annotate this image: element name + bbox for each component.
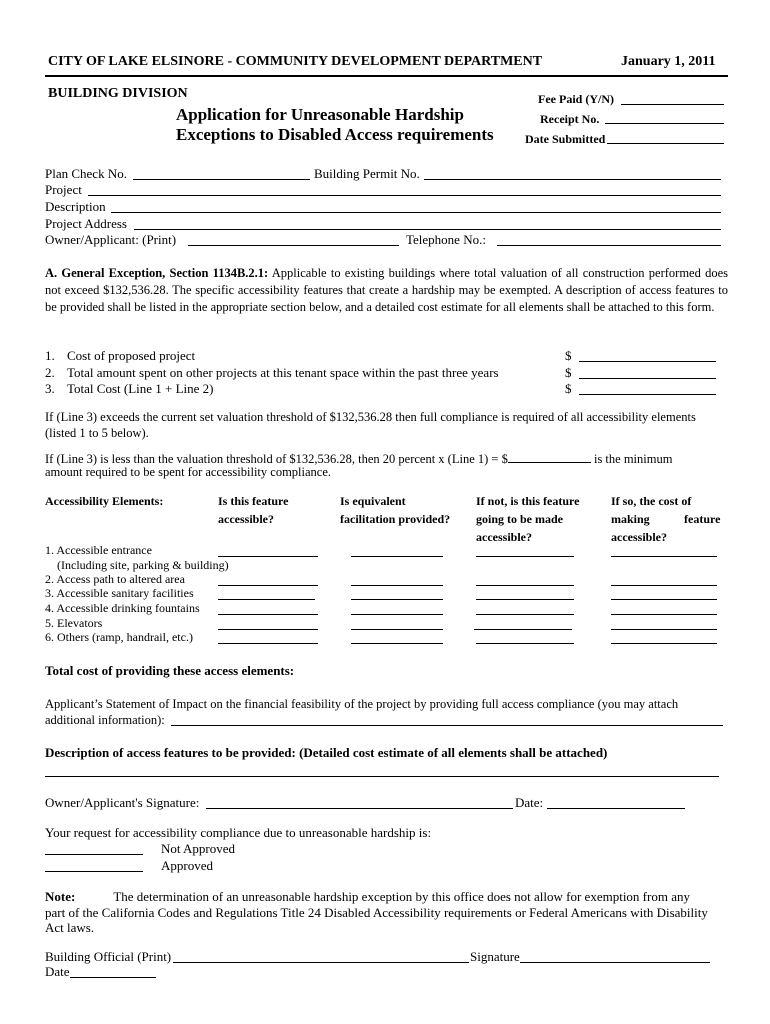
official-date-field[interactable] [70,977,156,978]
owner-signature-label: Owner/Applicant's Signature: [45,795,200,810]
request-intro: Your request for accessibility compliance due to unreasonable hardship is: [45,825,432,840]
col-accessible-header-2: accessible? [218,512,274,526]
cost-line-2-num: 2. [45,365,55,380]
row-6-made-accessible-field[interactable] [476,643,574,644]
access-features-label: Description of access features to be provided: (Detailed cost estimate of all elements shall be attached) [45,745,608,760]
minimum-amount-field[interactable] [508,450,591,463]
total-cost-label: Total cost of providing these access elements: [45,663,295,678]
row-5-equivalent-field[interactable] [351,629,443,630]
date-submitted-label: Date Submitted [525,132,606,146]
row-2-made-accessible-field[interactable] [476,585,574,586]
row-1-made-accessible-field[interactable] [476,556,574,557]
row-1-accessible-field[interactable] [218,556,318,557]
row-4-cost-field[interactable] [611,614,717,615]
col-cost-header-3: feature [684,512,721,526]
signature-date-field[interactable] [547,808,685,809]
row-3-made-accessible-field[interactable] [476,599,574,600]
access-features-field[interactable] [45,776,719,777]
note-text1: The determination of an unreasonable hardship exception by this office does not allow for exemption from any [113,889,690,904]
row-4-accessible-field[interactable] [218,614,318,615]
impact-line2: additional information): [45,713,165,727]
official-print-field[interactable] [173,962,469,963]
cost-line-2-currency: $ [565,365,572,380]
row-3-cost-field[interactable] [611,599,717,600]
owner-applicant-label: Owner/Applicant: (Print) [45,232,177,247]
col-cost-header-1: If so, the cost of [611,494,692,508]
cost-line-1-currency: $ [565,348,572,363]
cost-line-2-label: Total amount spent on other projects at this tenant space within the past three years [67,365,499,380]
col-equivalent-header-2: facilitation provided? [340,512,451,526]
form-title-line2: Exceptions to Disabled Access requirements [176,125,494,144]
description-field[interactable] [111,212,721,213]
project-label: Project [45,182,82,197]
element-row-2-label: 2. Access path to altered area [45,572,185,586]
row-5-accessible-field[interactable] [218,629,318,630]
department-title: CITY OF LAKE ELSINORE - COMMUNITY DEVELOPMENT DEPARTMENT [48,54,543,69]
owner-applicant-field[interactable] [188,245,399,246]
threshold-less-line2: amount required to be spent for accessibility compliance. [45,465,332,479]
project-address-label: Project Address [45,216,127,231]
cost-line-3-field[interactable] [579,394,716,395]
col-made-accessible-header-1: If not, is this feature [476,494,580,508]
project-address-field[interactable] [134,229,721,230]
building-permit-label: Building Permit No. [314,166,420,181]
telephone-label: Telephone No.: [406,232,486,247]
section-a-paragraph [45,265,728,316]
impact-line1: Applicant’s Statement of Impact on the financial feasibility of the project by providing full access compliance (you may attach [45,697,679,711]
element-row-6-label: 6. Others (ramp, handrail, etc.) [45,630,193,644]
row-5-made-accessible-field[interactable] [474,629,572,630]
row-6-equivalent-field[interactable] [351,643,443,644]
date-submitted-field[interactable] [607,143,724,144]
row-1-equivalent-field[interactable] [351,556,443,557]
cost-line-2-field[interactable] [579,378,716,379]
threshold-less-suffix: is the minimum [593,452,673,466]
division-label: BUILDING DIVISION [48,86,188,101]
impact-field[interactable] [171,725,723,726]
signature-date-label: Date: [515,795,544,810]
building-permit-field[interactable] [424,179,721,180]
row-5-cost-field[interactable] [611,629,717,630]
row-2-accessible-field[interactable] [218,585,318,586]
fee-paid-field[interactable] [621,104,724,105]
threshold-exceeds: If (Line 3) exceeds the current set valuation threshold of $132,536.28 then full compliance is required of all accessibility elements (listed 1 to 5 below). [45,410,696,440]
project-field[interactable] [88,195,721,196]
cost-line-1-field[interactable] [579,361,716,362]
cost-line-3-num: 3. [45,381,55,396]
col-cost-header-4: accessible? [611,530,667,544]
element-row-4-label: 4. Accessible drinking fountains [45,601,200,615]
approved-label: Approved [161,858,213,873]
element-row-3-label: 3. Accessible sanitary facilities [45,586,194,600]
cost-line-3-currency: $ [565,381,572,396]
row-1-cost-field[interactable] [611,556,717,557]
col-cost-header-2: making [611,512,650,526]
not-approved-label: Not Approved [161,841,236,856]
note-line1 [45,889,690,905]
cost-line-1-num: 1. [45,348,55,363]
element-row-1-label: 1. Accessible entrance [45,543,152,557]
row-4-made-accessible-field[interactable] [476,614,574,615]
row-3-accessible-field[interactable] [218,599,315,600]
col-elements-header: Accessibility Elements: [45,494,164,508]
note-label: Note: [45,889,76,904]
col-made-accessible-header-3: accessible? [476,530,532,544]
form-date: January 1, 2011 [621,54,716,69]
official-signature-label: Signature [470,949,520,964]
row-3-equivalent-field[interactable] [351,599,443,600]
approved-field[interactable] [45,871,143,872]
cost-line-3-label: Total Cost (Line 1 + Line 2) [67,381,214,396]
receipt-field[interactable] [605,123,724,124]
col-equivalent-header-1: Is equivalent [340,494,406,508]
header-rule [45,75,728,77]
description-label: Description [45,199,106,214]
plan-check-field[interactable] [133,179,310,180]
owner-signature-field[interactable] [206,808,513,809]
element-row-5-label: 5. Elevators [45,616,103,630]
official-date-label: Date [45,964,70,979]
telephone-field[interactable] [497,245,721,246]
col-accessible-header-1: Is this feature [218,494,289,508]
threshold-less-prefix: If (Line 3) is less than the valuation threshold of $132,536.28, then 20 percent x (Line 1) = $ [45,452,508,466]
row-6-cost-field[interactable] [611,643,717,644]
element-row-1-sublabel: (Including site, parking & building) [57,558,229,572]
row-2-cost-field[interactable] [611,585,717,586]
row-6-accessible-field[interactable] [218,643,318,644]
plan-check-label: Plan Check No. [45,166,127,181]
cost-line-1-label: Cost of proposed project [67,348,196,363]
form-title-line1: Application for Unreasonable Hardship [176,105,464,124]
note-line2: part of the California Codes and Regulations Title 24 Disabled Accessibility requirements or Federal Americans with Disability [45,905,708,920]
section-a-text: Applicable to existing buildings where total valuation of all construction performed does not exceed $132,536.28. The specific accessibility features that create a hardship may be exempted. A description of access features to be provided shall be listed in the appropriate section below, and a detailed cost estimate for all elements shall be attached to this form. [45,266,728,314]
not-approved-field[interactable] [45,854,143,855]
official-signature-field[interactable] [520,962,710,963]
section-a-heading: A. General Exception, Section 1134B.2.1: [45,266,269,280]
official-print-label: Building Official (Print) [45,949,172,964]
row-2-equivalent-field[interactable] [351,585,443,586]
receipt-label: Receipt No. [540,112,600,126]
col-made-accessible-header-2: going to be made [476,512,563,526]
row-4-equivalent-field[interactable] [351,614,443,615]
note-line3: Act laws. [45,920,95,935]
fee-paid-label: Fee Paid (Y/N) [538,92,614,106]
